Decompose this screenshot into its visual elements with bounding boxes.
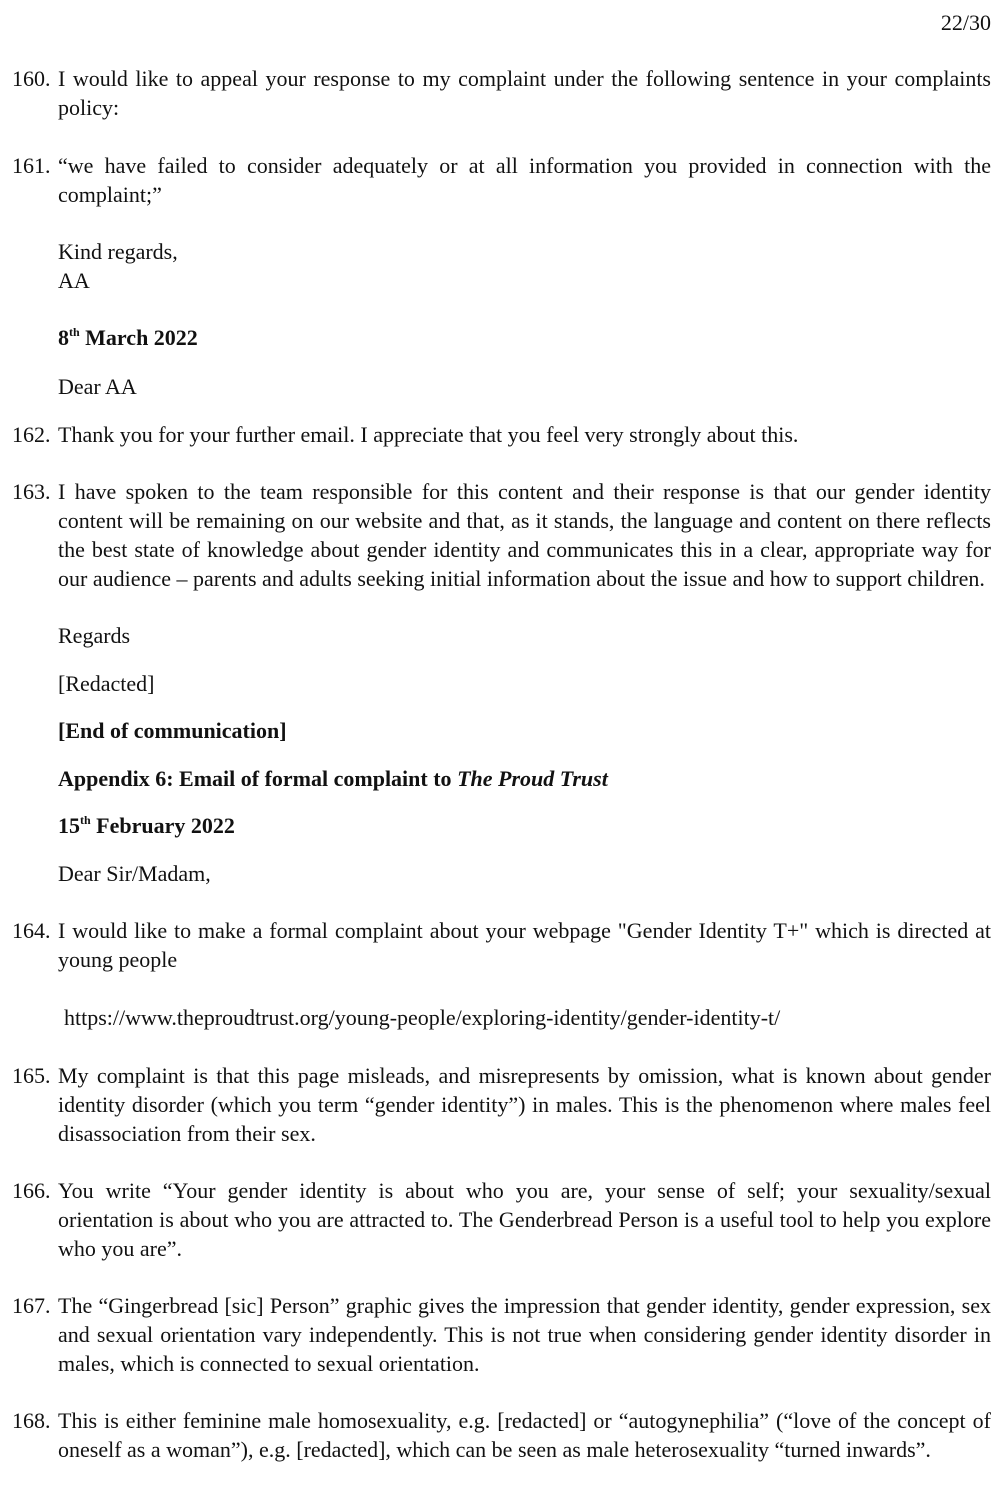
- paragraph-165: [12, 1061, 991, 1148]
- paragraph-number: 163.: [12, 479, 51, 504]
- letter-date: 8th March 2022: [58, 324, 198, 350]
- end-of-communication: [End of communication]: [58, 718, 287, 743]
- paragraph-number: 166.: [12, 1178, 51, 1203]
- paragraph-161: [12, 151, 991, 209]
- paragraph-164: [12, 916, 991, 974]
- paragraph-number: 161.: [12, 153, 51, 178]
- paragraph-number: 165.: [12, 1063, 51, 1088]
- paragraph-number: 167.: [12, 1293, 51, 1318]
- paragraph-166: [12, 1176, 991, 1263]
- paragraph-text: This is either feminine male homosexuality, e.g. [redacted] or “autogynephilia” (“love of the concept of oneself as a woman”), e.g. [redacted], which can be seen as male heterosexuality “turned inwards”.: [58, 1408, 991, 1462]
- webpage-url: https://www.theproudtrust.org/young-people/exploring-identity/gender-identity-t/: [64, 1005, 781, 1030]
- paragraph-162: [12, 420, 991, 449]
- paragraph-168: [12, 1406, 991, 1464]
- closing-regards: Regards: [58, 623, 131, 648]
- paragraph-number: 168.: [12, 1408, 51, 1433]
- paragraph-text: “we have failed to consider adequately or at all information you provided in connection with the complaint;”: [58, 153, 991, 207]
- paragraph-text: I would like to appeal your response to my complaint under the following sentence in your complaints policy:: [58, 66, 991, 120]
- appendix-heading: Appendix 6: Email of formal complaint to The Proud Trust: [58, 766, 608, 791]
- letter-date: 15th February 2022: [58, 812, 235, 838]
- paragraph-text: You write “Your gender identity is about who you are, your sense of self; your sexuality/sexual orientation is about who you are attracted to. The Genderbread Person is a useful tool to help you explore who you are”.: [58, 1178, 991, 1261]
- paragraph-number: 160.: [12, 66, 51, 91]
- paragraph-167: [12, 1291, 991, 1378]
- paragraph-text: I have spoken to the team responsible for this content and their response is that our gender identity content will be remaining on our website and that, as it stands, the language and content on there reflects the best state of knowledge about gender identity and communicates this in a clear, appropriate way for our audience – parents and adults seeking initial information about the issue and how to support children.: [58, 479, 991, 591]
- closing-regards: Kind regards,: [58, 239, 178, 264]
- page-number: 22/30: [940, 10, 991, 35]
- paragraph-text: The “Gingerbread [sic] Person” graphic gives the impression that gender identity, gender expression, sex and sexual orientation vary independently. This is not true when considering gender identity disorder in males, which is connected to sexual orientation.: [58, 1293, 991, 1376]
- sender-name: [Redacted]: [58, 671, 155, 696]
- salutation: Dear Sir/Madam,: [58, 861, 211, 886]
- paragraph-text: I would like to make a formal complaint about your webpage "Gender Identity T+" which is directed at young people: [58, 918, 991, 972]
- paragraph-number: 164.: [12, 918, 51, 943]
- sender-name: AA: [58, 268, 90, 293]
- paragraph-160: [12, 64, 991, 122]
- paragraph-text: My complaint is that this page misleads, and misrepresents by omission, what is known about gender identity disorder (which you term “gender identity”) in males. This is the phenomenon where males feel disassociation from their sex.: [58, 1063, 991, 1146]
- paragraph-number: 162.: [12, 422, 51, 447]
- salutation: Dear AA: [58, 374, 137, 399]
- paragraph-163: [12, 477, 991, 593]
- paragraph-text: Thank you for your further email. I appreciate that you feel very strongly about this.: [58, 422, 799, 447]
